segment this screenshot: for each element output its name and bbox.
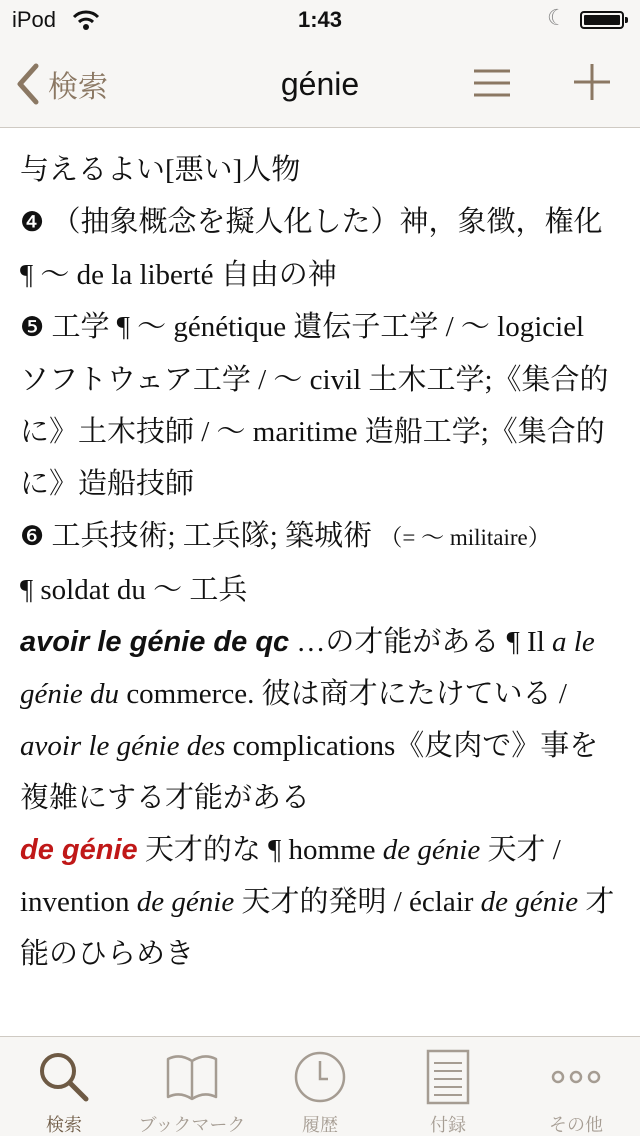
sense-example: ¶ soldat du ～ 工兵 xyxy=(20,574,248,606)
page-title: génie xyxy=(280,66,360,102)
menu-icon[interactable] xyxy=(470,62,514,106)
phrase-heading-highlight: de génie xyxy=(20,834,138,866)
back-button-label: 検索 xyxy=(48,70,108,105)
dictionary-entry xyxy=(0,128,640,980)
sense-text: 工兵技術; 工兵隊; 築城術 xyxy=(51,520,373,552)
phrase-text: complications《皮肉で》事を複雑にする才能がある xyxy=(20,730,599,814)
phrase-avoir-le-genie xyxy=(20,616,620,824)
sense-note: （= ～ militaire） xyxy=(379,525,551,550)
phrase-text: 天才的発明 / éclair xyxy=(234,886,481,918)
tab-appendix[interactable] xyxy=(384,1037,512,1136)
carrier-label: iPod xyxy=(12,7,57,32)
phrase-text: …の才能がある ¶ Il xyxy=(289,626,553,658)
tab-history[interactable] xyxy=(256,1037,384,1136)
example-italic: avoir le génie des xyxy=(20,730,226,762)
more-icon xyxy=(548,1049,604,1105)
tab-label: 検索 xyxy=(46,1115,82,1136)
sense-6 xyxy=(20,510,620,616)
phrase-text: 天才 / invention xyxy=(20,834,561,918)
tab-label: 付録 xyxy=(430,1115,466,1136)
clock-icon xyxy=(292,1049,348,1105)
battery-icon xyxy=(580,11,624,29)
document-icon xyxy=(420,1049,476,1105)
clock-time: 1:43 xyxy=(297,7,343,32)
add-icon[interactable] xyxy=(570,60,614,104)
phrase-text: 才能のひらめき xyxy=(20,886,615,970)
entry-line: 与えるよい[悪い]人物 xyxy=(20,154,301,186)
tab-label: その他 xyxy=(549,1115,603,1136)
sense-number: ❺ xyxy=(20,312,45,343)
navigation-bar xyxy=(0,40,640,128)
sense-example: ¶ ～ de la liberté 自由の神 xyxy=(20,259,337,291)
phrase-text: 天才的な ¶ homme xyxy=(137,834,383,866)
sense-4 xyxy=(20,196,620,301)
phrase-text: commerce. 彼は商才にたけている / xyxy=(119,678,567,710)
search-icon xyxy=(36,1049,92,1105)
tab-more[interactable] xyxy=(512,1037,640,1136)
example-italic: a le génie du xyxy=(20,626,595,710)
phrase-de-genie xyxy=(20,824,620,980)
sense-text: （抽象概念を擬人化した）神，象徴，権化 xyxy=(51,206,603,238)
sense-number: ❻ xyxy=(20,521,45,552)
sense-text: 工学 ¶ ～ génétique 遺伝子工学 / ～ logiciel ソフトウェア工学 / ～ civil 土木工学;《集合的に》土木技師 / ～ maritime 造船工学;《集合的に》造船技師 xyxy=(20,311,609,500)
book-icon xyxy=(164,1049,220,1105)
entry-content[interactable] xyxy=(0,128,640,1036)
do-not-disturb-icon: ☾ xyxy=(547,6,567,31)
tab-label: ブックマーク xyxy=(138,1115,246,1136)
tab-label: 履歴 xyxy=(302,1115,338,1136)
sense-number: ❹ xyxy=(20,207,45,238)
sense-5 xyxy=(20,301,620,510)
status-bar xyxy=(0,0,640,40)
phrase-heading: avoir le génie de qc xyxy=(20,626,290,658)
example-italic: de génie xyxy=(382,834,481,866)
tab-bar xyxy=(0,1036,640,1136)
tab-search[interactable] xyxy=(0,1037,128,1136)
example-italic: de génie xyxy=(480,886,579,918)
tab-bookmark[interactable] xyxy=(128,1037,256,1136)
example-italic: de génie xyxy=(136,886,235,918)
